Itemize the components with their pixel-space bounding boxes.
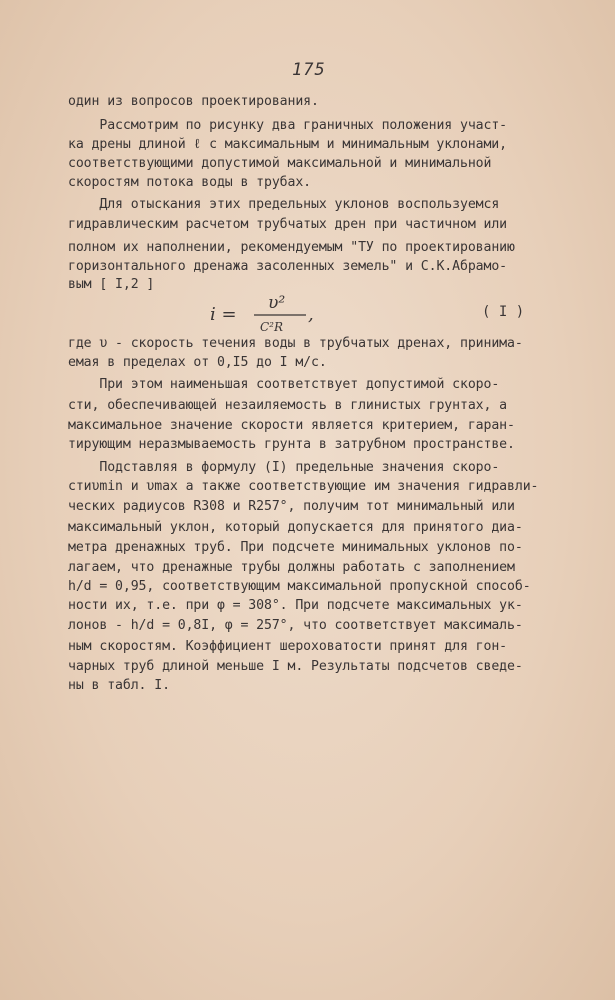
formula	[210, 290, 410, 334]
text-line: метра дренажных труб. При подсчете минимальных уклонов по-	[68, 540, 523, 555]
formula-denominator: C²R	[260, 320, 284, 334]
text-line: лонов - h/d = 0,8I, φ = 257°, что соответствует максималь-	[68, 618, 523, 633]
text-line: Рассмотрим по рисунку два граничных положения участ-	[68, 118, 508, 133]
formula-trailing: ,	[308, 304, 314, 325]
text-line: ны в табл. I.	[68, 678, 170, 693]
text-line: лагаем, что дренажные трубы должны работать с заполнением	[68, 560, 515, 575]
text-line: сти, обеспечивающей незаиляемость в глинистых грунтах, а	[68, 398, 508, 413]
text-line: скоростям потока воды в трубах.	[68, 175, 312, 190]
text-line: чарных труб длиной меньше I м. Результаты подсчетов сведе-	[68, 659, 523, 674]
text-line: максимальный уклон, который допускается для принятого диа-	[68, 520, 523, 535]
text-line: гидравлическим расчетом трубчатых дрен при частичном или	[68, 217, 508, 232]
formula-lhs: i =	[210, 304, 237, 325]
text-line: h/d = 0,95, соответствующим максимальной пропускной способ-	[68, 579, 531, 594]
text-line: горизонтального дренажа засоленных земель" и С.К.Абрамо-	[68, 259, 508, 274]
text-line: максимальное значение скорости является критерием, гаран-	[68, 418, 515, 433]
text-line: Для отыскания этих предельных уклонов воспользуемся	[68, 197, 500, 212]
text-line: ка дрены длиной ℓ с максимальным и минимальным уклонами,	[68, 137, 507, 152]
text-line: полном их наполнении, рекомендуемым "ТУ по проектированию	[68, 240, 515, 255]
formula-svg	[210, 290, 410, 334]
text-line: ческих радиусов R308 и R257°, получим тот минимальный или	[68, 499, 515, 514]
text-line: тирующим неразмываемость грунта в затрубном пространстве.	[68, 437, 515, 452]
text-line: ным скоростям. Коэффициент шероховатости принят для гон-	[68, 639, 508, 654]
page-number: 175	[292, 60, 326, 80]
text-line: один из вопросов проектирования.	[68, 94, 319, 109]
formula-numerator: υ²	[268, 293, 286, 313]
text-line: При этом наименьшая соответствует допустимой скоро-	[68, 377, 500, 392]
text-line: емая в пределах от 0,I5 до I м/с.	[68, 355, 327, 370]
equation-number: ( I )	[482, 304, 525, 320]
text-line: соответствующими допустимой максимальной и минимальной	[68, 156, 492, 171]
text-line: ности их, т.е. при φ = 308°. При подсчете максимальных ук-	[68, 598, 523, 613]
text-line: Подставляя в формулу (I) предельные значения скоро-	[68, 460, 500, 475]
text-line: где υ - скорость течения воды в трубчатых дренах, принима-	[68, 336, 523, 351]
text-line: стиυmin и υmax а также соответствующие им значения гидравли-	[68, 479, 539, 494]
text-line: вым [ I,2 ]	[68, 277, 155, 292]
